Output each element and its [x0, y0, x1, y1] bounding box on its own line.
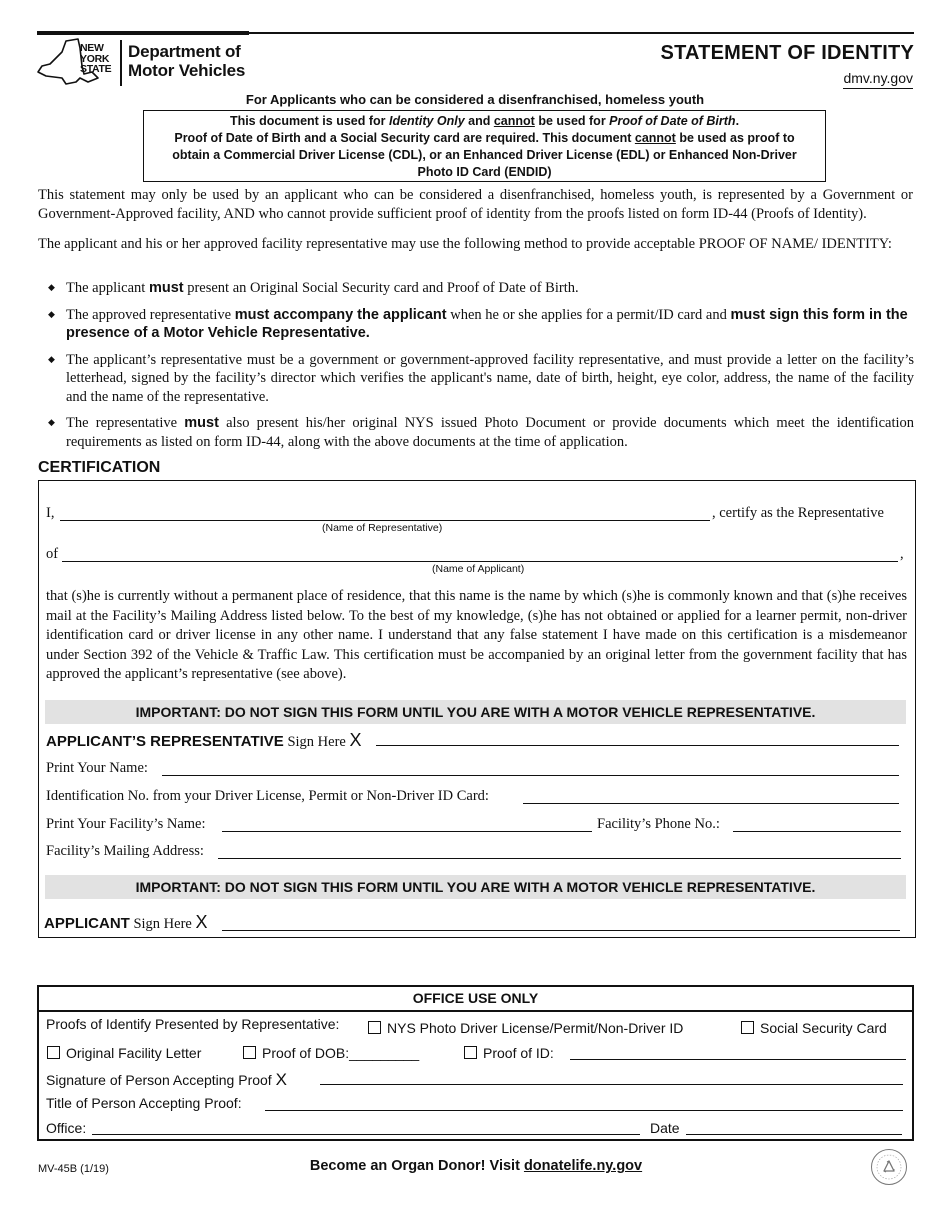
checkbox-proof-of-dob[interactable] — [243, 1046, 256, 1059]
title-accepting-label: Title of Person Accepting Proof: — [46, 1095, 242, 1111]
applicant-signature-field[interactable] — [222, 930, 900, 931]
department-name-line1: Department of — [128, 42, 241, 61]
representative-signature-label: APPLICANT’S REPRESENTATIVE Sign Here X — [46, 730, 362, 750]
checkbox-proof-of-id[interactable] — [464, 1046, 477, 1059]
of-suffix: , — [900, 546, 904, 562]
recycle-seal-icon — [870, 1148, 908, 1186]
title-accepting-field[interactable] — [265, 1110, 903, 1111]
applicant-signature-label: APPLICANT Sign Here X — [44, 912, 208, 932]
requirements-list — [48, 279, 914, 459]
option-proof-of-id[interactable]: Proof of ID: — [464, 1045, 554, 1061]
print-name-field[interactable] — [162, 775, 899, 776]
signature-accepting-field[interactable] — [320, 1084, 903, 1085]
requirement-item: ◆ The applicant’s representative must be a government or government-approved facility representative, and must provide a letter on the facility’s letterhead, signed by the facility’s director which verifies the applicant's name, date of birth, height, eye color, address, the name of the facility and the name of the representative. — [48, 351, 914, 407]
form-number: MV-45B (1/19) — [38, 1163, 109, 1175]
dmv-site-link[interactable]: dmv.ny.gov — [843, 70, 913, 89]
notice-line-2: Proof of Date of Birth and a Social Security card are required. This document cannot be used as proof to — [174, 131, 795, 145]
applicant-name-caption: (Name of Applicant) — [432, 563, 525, 575]
representative-signature-field[interactable] — [376, 745, 899, 746]
applicant-name-field[interactable] — [62, 561, 898, 562]
document-title: STATEMENT OF IDENTITY — [660, 42, 914, 64]
option-nys-photo-id[interactable]: NYS Photo Driver License/Permit/Non-Driver ID — [368, 1020, 683, 1036]
certification-paragraph: that (s)he is currently without a permanent place of residence, that this name is the name by which (s)he is commonly known and that (s)he receives mail at the Facility’s Mailing Address listed below. To the best of my knowledge, (s)he has not obtained or applied for a learner permit, non-driver identification card or driver license in any other name. I understand that any false statement I have made on this certification is a misdemeanor under Section 392 of the Vehicle & Traffic Law. This certification must be accompanied by an original letter from the government facility that has approved the applicant’s representative (see above). — [46, 588, 907, 682]
date-label: Date — [650, 1120, 680, 1136]
office-field[interactable] — [92, 1134, 640, 1135]
facility-address-field[interactable] — [218, 858, 901, 859]
identity-only-notice — [143, 110, 826, 182]
identification-number-label: Identification No. from your Driver License, Permit or Non-Driver ID Card: — [46, 788, 489, 804]
intro-paragraph: This statement may only be used by an applicant who can be considered a disenfranchised, homeless youth, is represented by a Government or Government-Approved facility, AND who cannot provide sufficient proof of identity from the proofs listed on form ID-44 (Proofs of Identity). — [38, 187, 913, 222]
facility-address-label: Facility’s Mailing Address: — [46, 843, 204, 859]
logo-text-state: STATE — [80, 63, 112, 75]
identification-number-field[interactable] — [523, 803, 899, 804]
of-prefix: of — [46, 546, 59, 562]
office-use-box — [37, 985, 914, 1141]
logo-text-new: NEW — [80, 42, 104, 54]
notice-line-4: Photo ID Card (ENDID) — [417, 165, 552, 179]
facility-name-label: Print Your Facility’s Name: — [46, 816, 206, 832]
applicant-subtitle: For Applicants who can be considered a disenfranchised, homeless youth — [245, 92, 705, 107]
organ-donor-message: Become an Organ Donor! Visit donatelife.ny.gov — [309, 1158, 643, 1174]
representative-name-caption: (Name of Representative) — [322, 522, 443, 534]
signature-accepting-label: Signature of Person Accepting Proof X — [46, 1070, 287, 1089]
facility-phone-label: Facility’s Phone No.: — [597, 816, 720, 832]
method-paragraph: The applicant and his or her approved facility representative may use the following method to provide acceptable PROOF OF NAME/ IDENTITY: — [38, 236, 892, 252]
checkbox-nys-photo-id[interactable] — [368, 1021, 381, 1034]
option-original-facility-letter[interactable]: Original Facility Letter — [47, 1045, 201, 1061]
print-name-label: Print Your Name: — [46, 760, 148, 776]
header-rule-thin — [249, 32, 914, 34]
office-use-title: OFFICE USE ONLY — [412, 990, 539, 1006]
requirement-item: ◆ The approved representative must accompany the applicant when he or she applies for a permit/ID card and must sign this form in the presence of a Motor Vehicle Representative. — [48, 306, 914, 343]
header-rule-thick — [37, 31, 249, 35]
checkbox-social-security-card[interactable] — [741, 1021, 754, 1034]
requirement-item: ◆ The representative must also present his/her original NYS issued Photo Document or provide documents which meet the identification requirements as listed on form ID-44, along with the above documents at the time of application. — [48, 414, 914, 451]
certification-heading: CERTIFICATION — [38, 459, 161, 476]
nys-dmv-logo — [36, 38, 258, 90]
option-proof-of-dob[interactable]: Proof of DOB:_________ — [243, 1045, 419, 1061]
important-warning-applicant: IMPORTANT: DO NOT SIGN THIS FORM UNTIL YOU ARE WITH A MOTOR VEHICLE REPRESENTATIVE. — [45, 875, 906, 899]
x-mark: X — [349, 730, 362, 750]
department-name-line2: Motor Vehicles — [128, 61, 246, 80]
notice-line-3: obtain a Commercial Driver License (CDL), or an Enhanced Driver License (EDL) or Enhanced Non-Driver — [172, 148, 797, 162]
proofs-presented-label: Proofs of Identify Presented by Representative: — [46, 1016, 340, 1032]
logo-divider — [120, 40, 122, 86]
requirement-item: ◆ The applicant must present an Original Social Security card and Proof of Date of Birth. — [48, 279, 914, 298]
office-title-rule — [39, 1010, 912, 1012]
x-mark: X — [275, 1070, 287, 1089]
logo-text-york: YORK — [80, 52, 110, 65]
checkbox-original-facility-letter[interactable] — [47, 1046, 60, 1059]
date-field[interactable] — [686, 1134, 902, 1135]
i-prefix: I, — [46, 505, 55, 521]
office-label: Office: — [46, 1120, 87, 1136]
option-social-security-card[interactable]: Social Security Card — [741, 1020, 887, 1036]
important-warning-representative: IMPORTANT: DO NOT SIGN THIS FORM UNTIL YOU ARE WITH A MOTOR VEHICLE REPRESENTATIVE. — [45, 700, 906, 724]
facility-phone-field[interactable] — [733, 831, 901, 832]
representative-name-field[interactable] — [60, 520, 710, 521]
x-mark: X — [195, 912, 208, 932]
notice-line-1: This document is used for Identity Only and cannot be used for Proof of Date of Birth. — [229, 114, 740, 128]
proof-of-id-field[interactable] — [570, 1059, 906, 1060]
facility-name-field[interactable] — [222, 831, 592, 832]
certify-suffix: , certify as the Representative — [712, 505, 884, 521]
organ-donor-link[interactable]: donatelife.ny.gov — [523, 1158, 643, 1174]
